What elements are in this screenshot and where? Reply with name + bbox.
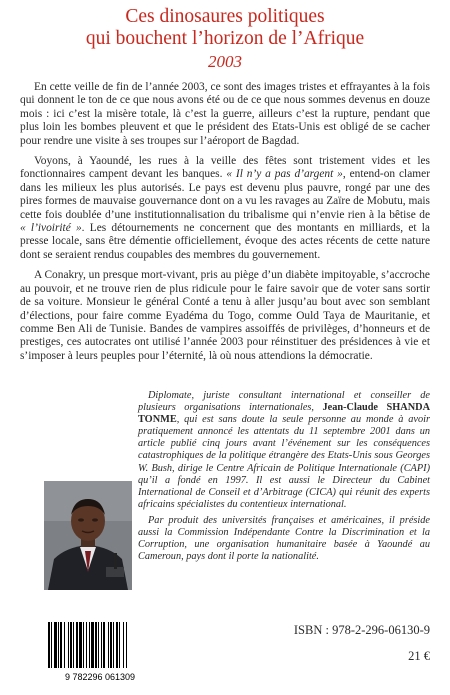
barcode-bar: [89, 622, 90, 668]
barcode-bar: [76, 622, 78, 668]
portrait-image: [44, 481, 132, 590]
barcode-bar: [86, 622, 87, 668]
barcode-bar: [64, 622, 65, 668]
barcode-bar: [54, 622, 57, 668]
barcode-bar: [83, 622, 84, 668]
title-line-2: qui bouchent l’horizon de l’Afrique: [85, 28, 365, 49]
barcode-bar: [123, 622, 124, 668]
book-title: [0, 6, 450, 50]
paragraph-3: A Conakry, un presque mort-vivant, pris au piège d’un diabète impitoyable, s’accroche au pouvoir, et ne trouve rien de plus ridicule pour le faire savoir que de voter sans sortir de sa voiture. Monsieur le général Conté a tenu à aller jusqu’au bout avec son semblant d’élections, pour faire comme Eyadéma du Togo, comme Ould Taya de Mauritanie, et comme Ben Ali de Tunisie. Bandes de vampires assoiffés de privilèges, d’honneurs et de prestiges, ces autocrates ont utilisé l’année 2003 pour réinstituer des présidences à vie et s’imposer à leurs peuples pour l’éternité, là où nous attendions la démocratie.: [20, 269, 430, 362]
author-bio-paragraph-1: Diplomate, juriste consultant international et conseiller de plusieurs organisations internationales, Jean-Claude SHANDA TONME, qui est sans doute la seule personne au monde à avoir pratiquement annoncé les attentats du 11 septembre 2001 dans un article publié cinq jours avant l’événement sur les conséquences catastrophiques de la politique étrangère des Etats-Unis sous Georges W. Bush, dirige le Centre Africain de Politique Internationale (CAPI) qu’il a fondé en 1997. Il est aussi le Directeur du Cabinet International de Conseil et d’Arbitrage (CICA) qui réunit des experts africains spécialistes du contentieux international.: [138, 390, 431, 510]
paragraph-2: Voyons, à Yaoundé, les rues à la veille des fêtes sont tristement vides et les fonctionnaires campent devant les banques. « Il n’y a pas d’argent », entend-on clamer dans les milieux les plus autorisés. Le pays est devenu plus pauvre, rongé par une des pires formes de mauvaise gouvernance dont on a vu les ravages au Zaïre de Mobutu, mais cette fois doublée d’une institutionnalisation du tribalisme qui n’envie rien à la bêtise de « l’ivoirité ». Les détournements ne concernent que des montants en milliards, et la presse locale, sans être démentie officiellement, évoque des actes récents de cette nature dont se seraient rendus coupables des membres du gouvernement.: [20, 155, 430, 261]
barcode-digits: 9 782296 061309: [64, 672, 136, 682]
barcode-bar: [79, 622, 82, 668]
barcode-bar: [126, 622, 127, 668]
book-year: 2003: [208, 52, 242, 71]
barcode-bar: [68, 622, 69, 668]
barcode-bar: [51, 622, 52, 668]
barcode-graphic: [44, 620, 156, 682]
barcode-bar: [108, 622, 109, 668]
barcode-bar: [119, 622, 120, 668]
barcode-bar: [73, 622, 74, 668]
barcode-bar: [116, 622, 118, 668]
barcode-bar: [101, 622, 102, 668]
barcode-bar: [95, 622, 97, 668]
barcode-bar: [98, 622, 99, 668]
author-bio: [138, 390, 430, 567]
barcode-bar: [70, 622, 72, 668]
barcode-bar: [58, 622, 59, 668]
barcode-bar: [110, 622, 112, 668]
price: 21 €: [408, 649, 430, 663]
barcode-bar: [60, 622, 62, 668]
title-line-1: Ces dinosaures politiques: [125, 6, 325, 27]
barcode-bar: [113, 622, 114, 668]
summary-text: [20, 81, 430, 370]
author-photo: [44, 481, 132, 590]
author-bio-paragraph-2: Par produit des universités françaises et américaines, il préside aussi la Commission Indépendante Contre la Discrimination et la Corruption, une organisation humanitaire basée à Yaoundé au Cameroun, pays dont il porte la nationalité.: [138, 514, 430, 563]
author-name: Jean-Claude SHANDA TONME: [138, 402, 431, 426]
barcode-bar: [48, 622, 50, 668]
isbn: ISBN : 978-2-296-06130-9: [293, 623, 430, 637]
barcode-bar: [91, 622, 94, 668]
barcode: [44, 620, 156, 682]
barcode-bar: [103, 622, 105, 668]
paragraph-1: En cette veille de fin de l’année 2003, ce sont des images tristes et effrayantes à la fois qui donnent le ton de ce que nous avons été ou de ce que nous sommes devenus en douze mois : ici c’est la misère totale, là c’est la guerre, ailleurs c’est la rupture, pendant que plus loin les bombes pleuvent et que le président des Etats-Unis est obligé de se cacher pour rendre une visite à ses troupes sur l’aéroport de Bagdad.: [20, 81, 430, 147]
